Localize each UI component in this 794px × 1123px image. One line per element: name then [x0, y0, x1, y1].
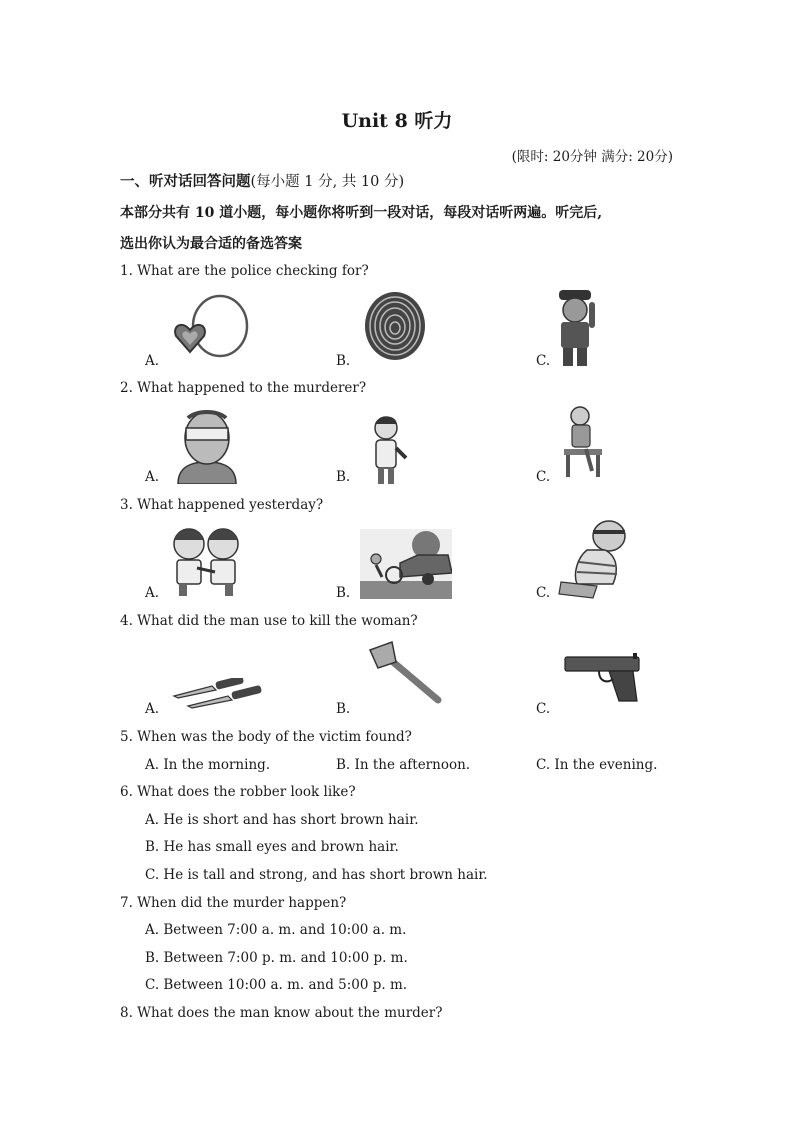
tied-person-icon	[557, 518, 637, 600]
question-1: 1. What are the police checking for?	[120, 263, 369, 279]
boy-injured-arm-icon	[366, 414, 410, 484]
q4-option-a-label[interactable]: A.	[145, 701, 160, 717]
section-instruction-1: 本部分共有 10 道小题，每小题你将听到一段对话，每段对话听两遍。听完后,	[120, 205, 603, 221]
car-accident-icon	[360, 529, 452, 599]
time-limit-info: (限时: 20分钟 满分: 20分)	[511, 149, 673, 165]
question-8: 8. What does the man know about the murder?	[120, 1005, 443, 1021]
q2-option-c-label[interactable]: C.	[536, 469, 551, 485]
q5-option-a[interactable]: A. In the morning.	[145, 757, 271, 773]
q1-option-b-label[interactable]: B.	[336, 353, 351, 369]
q1-option-c-label[interactable]: C.	[536, 353, 551, 369]
q4-option-b-label[interactable]: B.	[336, 701, 351, 717]
question-6: 6. What does the robber look like?	[120, 784, 356, 800]
boys-fighting-icon	[167, 526, 245, 596]
q7-option-c[interactable]: C. Between 10:00 a. m. and 5:00 p. m.	[145, 977, 408, 993]
q5-option-c[interactable]: C. In the evening.	[536, 757, 658, 773]
question-4: 4. What did the man use to kill the woman?	[120, 613, 418, 629]
page-title: Unit 8 听力	[341, 110, 453, 132]
q4-option-c-label[interactable]: C.	[536, 701, 551, 717]
heart-necklace-icon	[168, 292, 253, 364]
q6-option-b[interactable]: B. He has small eyes and brown hair.	[145, 839, 399, 855]
q3-option-a-label[interactable]: A.	[145, 585, 160, 601]
boy-sitting-icon	[562, 405, 604, 479]
fingerprint-icon	[361, 290, 429, 362]
question-7: 7. When did the murder happen?	[120, 895, 347, 911]
section-heading	[120, 170, 404, 191]
police-officer-icon	[553, 288, 601, 368]
question-5: 5. When was the body of the victim found?	[120, 729, 412, 745]
q6-option-c[interactable]: C. He is tall and strong, and has short brown hair.	[145, 867, 488, 883]
q7-option-b[interactable]: B. Between 7:00 p. m. and 10:00 p. m.	[145, 950, 408, 966]
bandaged-head-icon	[172, 408, 242, 484]
q3-option-b-label[interactable]: B.	[336, 585, 351, 601]
q7-option-a[interactable]: A. Between 7:00 a. m. and 10:00 a. m.	[145, 922, 407, 938]
q1-option-a-label[interactable]: A.	[145, 353, 160, 369]
q2-option-b-label[interactable]: B.	[336, 469, 351, 485]
section-note: (每小题 1 分, 共 10 分)	[250, 174, 405, 190]
axe-icon	[366, 640, 442, 706]
knives-icon	[172, 678, 264, 710]
q2-option-a-label[interactable]: A.	[145, 469, 160, 485]
q5-option-b[interactable]: B. In the afternoon.	[336, 757, 471, 773]
question-3: 3. What happened yesterday?	[120, 497, 324, 513]
section-instruction-2: 选出你认为最合适的备选答案	[120, 236, 302, 252]
question-2: 2. What happened to the murderer?	[120, 380, 367, 396]
section-heading-text: 一、听对话回答问题	[120, 173, 251, 190]
q6-option-a[interactable]: A. He is short and has short brown hair.	[145, 812, 419, 828]
pistol-icon	[563, 651, 643, 703]
q3-option-c-label[interactable]: C.	[536, 585, 551, 601]
